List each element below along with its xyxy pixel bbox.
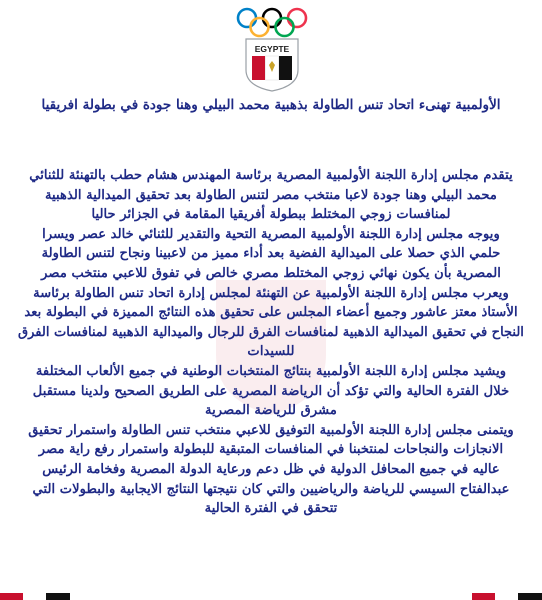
flag-strip-left xyxy=(0,593,70,600)
body-line: حلمي الذي حصلا على الميدالية الفضية بعد أداء مميز من لاعبينا ونجاح لتنس الطاولة xyxy=(41,246,501,262)
body-line: ويشيد مجلس إدارة اللجنة الأولمبية بنتائج المنتخبات الوطنية في جميع الألعاب المختلفة xyxy=(35,363,507,379)
body-line: المصرية بأن يكون نهائي زوجي المختلط مصري خالص في تفوق للاعبي منتخب مصر xyxy=(41,265,501,281)
body-line: ويتمنى مجلس إدارة اللجنة الأولمبية التوفيق للاعبي منتخب تنس الطاولة واستمرار تحقيق xyxy=(28,422,514,438)
body-line: عاليه في جميع المحافل الدولية في ظل دعم ورعاية الدولة المصرية وفخامة الرئيس xyxy=(42,461,500,477)
article-body xyxy=(18,166,524,519)
olympic-committee-logo xyxy=(230,6,314,92)
body-line: عبدالفتاح السيسي للرياضة والرياضيين والتي كان نتيجتها النتائج الايجابية والبطولات التي xyxy=(32,481,510,497)
egypt-shield-icon xyxy=(246,39,298,91)
body-line: تتحقق في الفترة الحالية xyxy=(204,501,338,517)
body-line: يتقدم مجلس إدارة اللجنة الأولمبية المصرية برئاسة المهندس هشام حطب بالتهنئة للثنائي xyxy=(29,168,513,183)
body-line: لمنافسات زوجي المختلط ببطولة أفريقيا المقامة في الجزائر حاليا xyxy=(91,207,451,223)
body-line: خلال الفترة الحالية والتي تؤكد أن الرياضة المصرية على الطريق الصحيح ولدينا مستقبل xyxy=(32,383,510,399)
olympic-rings-icon xyxy=(238,9,306,36)
logo-text: EGYPTE xyxy=(254,44,290,54)
article-headline: الأولمبية تهنىء اتحاد تنس الطاولة بذهبية محمد البيلي وهنا جودة في بطولة افريقيا xyxy=(41,97,501,113)
body-line: الانجازات والنجاحات لمنتخبنا في المنافسات المتبقية للبطولة واستمرار رفع راية مصر xyxy=(38,442,504,458)
body-line: للسيدات xyxy=(247,344,295,360)
body-line: مشرق للرياضة المصرية xyxy=(205,403,337,419)
body-line: ويوجه مجلس إدارة اللجنة الأولمبية المصرية التحية والتقدير للثنائي خالد عصر ويسرا xyxy=(42,226,500,242)
flag-strip-right xyxy=(472,593,542,600)
body-line: ويعرب مجلس إدارة اللجنة الأولمبية عن التهنئة لمجلس إدارة اتحاد تنس الطاولة برئاسة xyxy=(33,285,509,301)
body-line: محمد البيلي وهنا جودة لاعبا منتخب مصر لتنس الطاولة بعد تحقيق الميدالية الذهبية xyxy=(44,187,497,203)
body-line: الأستاذ معتز عاشور وجميع أعضاء المجلس على تحقيق هذه النتائج المميزة في البطولة بعد xyxy=(24,305,518,321)
body-line: النجاح في تحقيق الميدالية الذهبية لمنافسات الفرق للرجال والميدالية الذهبية لمنافسات الفرق xyxy=(18,324,524,340)
